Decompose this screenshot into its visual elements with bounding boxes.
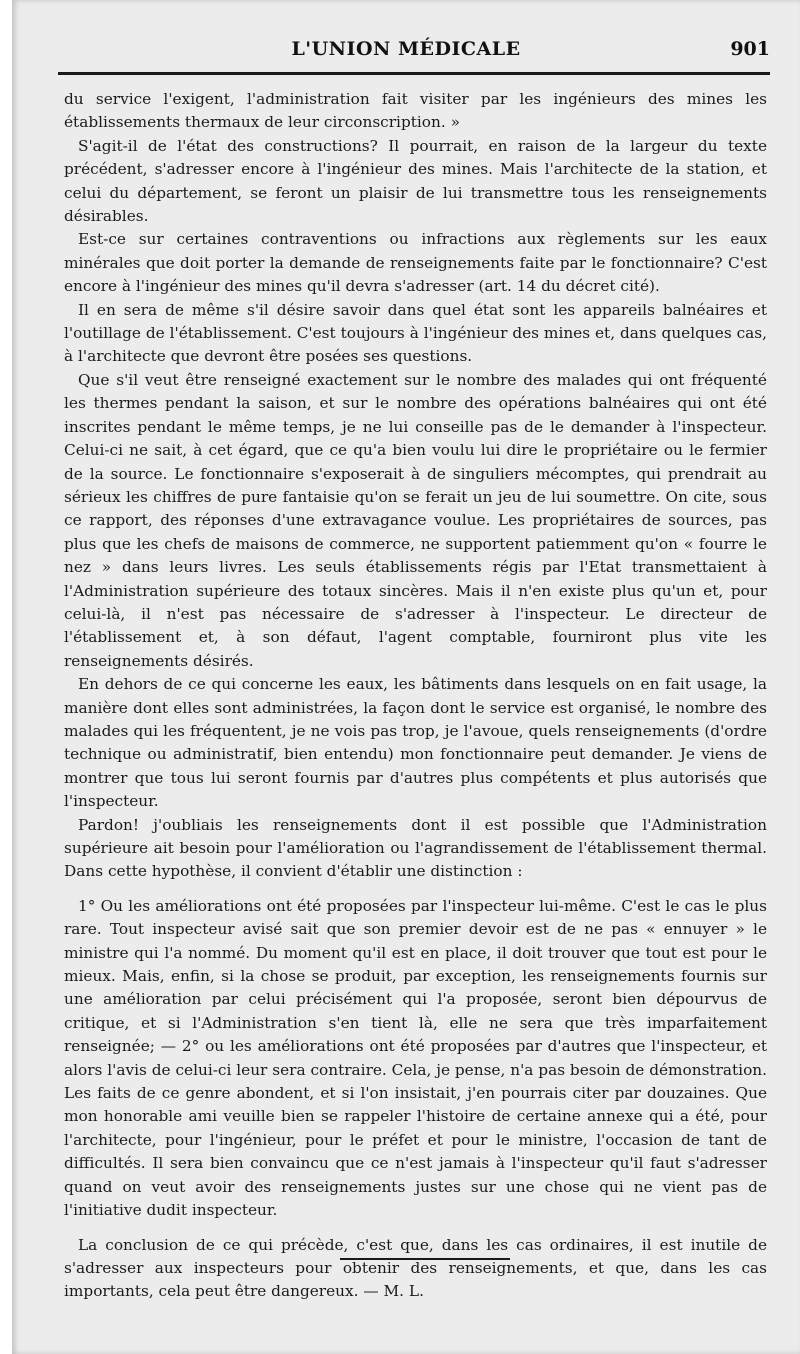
paragraph: Il en sera de même s'il désire savoir dans quel état sont les appareils balnéaires et l'outillage de l'établissement. C'est toujours à l'ingénieur des mines et, dans quelques cas, à l'architecte que devront être posées ses questions. xyxy=(64,300,767,366)
paragraph: S'agit-il de l'état des constructions? Il pourrait, en raison de la largeur du texte précédent, s'adresser encore à l'ingénieur des mines. Mais l'architecte de la station, et celui du département, se feront un plaisir de lui transmettre tous les renseignements désirables. xyxy=(64,136,767,226)
document-page xyxy=(12,0,800,1354)
closing-rule xyxy=(340,1258,510,1260)
paragraph: En dehors de ce qui concerne les eaux, les bâtiments dans lesquels on en fait usage, la manière dont elles sont administrées, la façon dont le service est organisé, le nombre des malades qui les fréquentent, je ne vois pas trop, je l'avoue, quels renseignements (d'ordre technique ou administratif, bien entendu) mon fonctionnaire peut demander. Je viens de montrer que tous lui seront fournis par d'autres plus compétents et plus autorisés que l'inspecteur. xyxy=(64,675,767,811)
paragraph: Pardon! j'oubliais les renseignements dont il est possible que l'Administration supérieure ait besoin pour l'amélioration ou l'agrandissement de l'établissement thermal. Dans cette hypothèse, il convient d'établir une distinction : xyxy=(64,815,767,881)
paragraph: du service l'exigent, l'administration fait visiter par les ingénieurs des mines les établissements thermaux de leur circonscription. » xyxy=(64,90,767,132)
paragraph: Que s'il veut être renseigné exactement sur le nombre des malades qui ont fréquenté les thermes pendant la saison, et sur le nombre des opérations balnéaires qui ont été inscrites pendant le même temps, je ne lui conseille pas de le demander à l'inspecteur. Celui-ci ne sait, à cet égard, que ce qu'a bien voulu lui dire le propriétaire ou le fermier de la source. Le fonctionnaire s'exposerait à de singuliers mécomptes, qui prendrait au sérieux les chiffres de pure fantaisie qu'on se ferait un jeu de lui soumettre. On cite, sous ce rapport, des réponses d'une extravagance voulue. Les propriétaires de sources, pas plus que les chefs de maisons de commerce, ne supportent patiemment qu'on « fourre le nez » dans leurs livres. Les seuls établissements régis par l'Etat transmettaient à l'Administration supérieure des totaux sincères. Mais il n'en existe plus qu'un et, pour celui-là, il n'est pas nécessaire de s'adresser à l'inspecteur. Le directeur de l'établissement et, à son défaut, l'agent comptable, fourniront plus vite les renseignements désirés. xyxy=(64,370,767,670)
paragraph: Est-ce sur certaines contraventions ou infractions aux règlements sur les eaux minérales que doit porter la demande de renseignements faite par le fonctionnaire? C'est encore à l'ingénieur des mines qu'il devra s'adresser (art. 14 du décret cité). xyxy=(64,230,767,296)
journal-title: L'UNION MÉDICALE xyxy=(291,38,521,60)
page-number: 901 xyxy=(730,38,770,60)
header-rule xyxy=(58,72,770,75)
paragraph: 1° Ou les améliorations ont été proposées par l'inspecteur lui-même. C'est le cas le plus rare. Tout inspecteur avisé sait que son premier devoir est de ne pas « ennuyer » le ministre qui l'a nommé. Du moment qu'il est en place, il doit trouver que tout est pour le mieux. Mais, enfin, si la chose se produit, par exception, les renseignements fournis sur une amélioration par celui précisément qui l'a proposée, seront bien dépourvus de critique, et si l'Administration s'en tient là, elle ne sera que très imparfaitement renseignée; — 2° ou les améliorations ont été proposées par d'autres que l'inspecteur, et alors l'avis de celui-ci leur sera contraire. Cela, je pense, n'a pas besoin de démonstration. Les faits de ce genre abondent, et si l'on insistait, j'en pourrais citer par douzaines. Que mon honorable ami veuille bien se rappeler l'histoire de certaine annexe qui a été, pour l'architecte, pour l'ingénieur, pour le préfet et pour le ministre, l'occasion de tant de difficultés. Il sera bien convaincu que ce n'est jamais à l'inspecteur qu'il faut s'adresser quand on veut avoir des renseignements justes sur une chose qui ne vient pas de l'initiative dudit inspecteur. xyxy=(64,896,767,1220)
running-header xyxy=(12,38,800,64)
paragraph: La conclusion de ce qui précède, c'est que, dans les cas ordinaires, il est inutile de s'adresser aux inspecteurs pour obtenir des renseignements, et que, dans les cas importants, cela peut être dangereux. — M. L. xyxy=(64,1235,767,1301)
article-body xyxy=(64,88,767,1304)
